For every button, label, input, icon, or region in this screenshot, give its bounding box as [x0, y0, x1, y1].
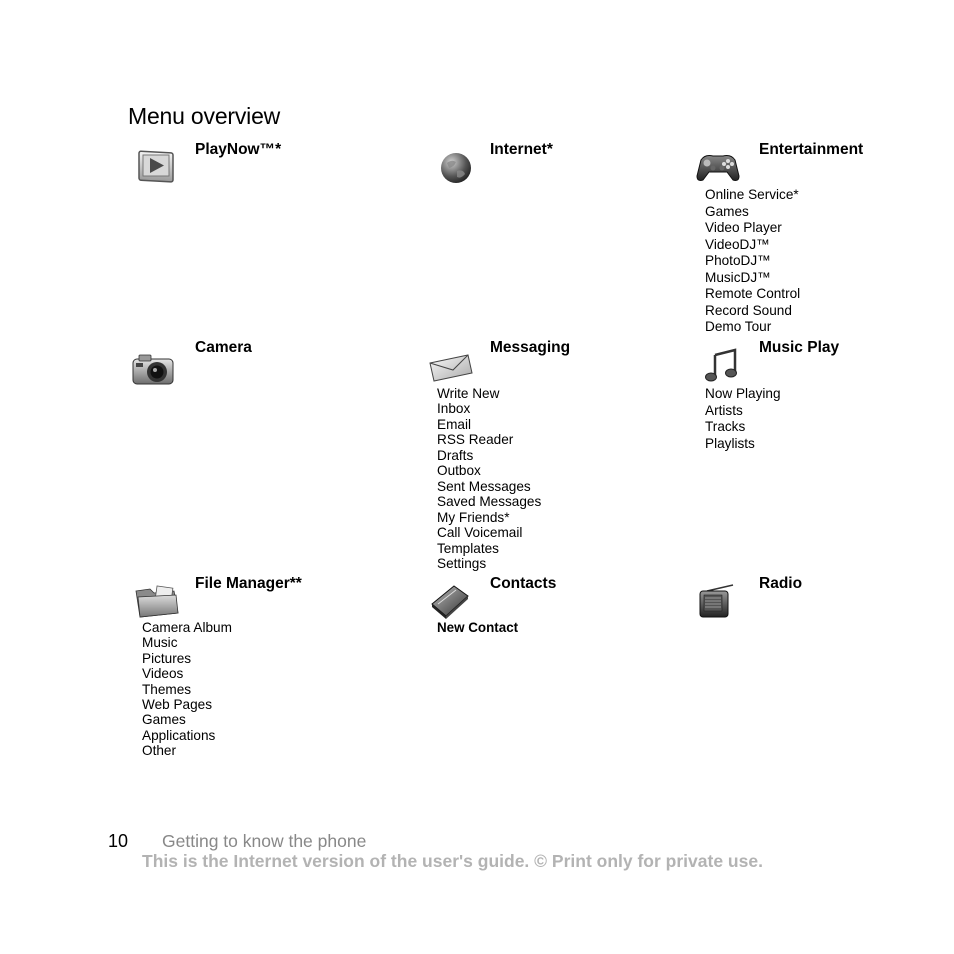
submenu-item[interactable]: Sent Messages — [437, 478, 531, 494]
menu-label-entertainment: Entertainment — [759, 141, 864, 158]
submenu-item[interactable]: MusicDJ™ — [705, 269, 771, 285]
submenu-item[interactable]: Saved Messages — [437, 494, 542, 510]
submenu-item[interactable]: Pictures — [142, 650, 192, 666]
submenu-item[interactable]: Video Player — [705, 220, 782, 235]
menu-label-playnow: PlayNow™* — [195, 141, 282, 158]
menu-label-camera: Camera — [195, 339, 252, 356]
submenu-item[interactable]: Email — [437, 416, 471, 432]
submenu-item[interactable]: Write New — [437, 386, 500, 401]
submenu-item[interactable]: Camera Album — [142, 620, 232, 635]
menu-label-radio: Radio — [759, 575, 803, 592]
submenu-item[interactable]: Call Voicemail — [437, 525, 523, 541]
camera-icon — [131, 351, 177, 392]
play-icon — [136, 148, 178, 189]
music-note-icon — [703, 347, 741, 390]
submenu-item[interactable]: Playlists — [705, 436, 755, 452]
entertainment-submenu — [705, 187, 800, 336]
radio-icon — [697, 583, 737, 624]
page-title: Menu overview — [128, 103, 281, 129]
submenu-item[interactable]: Record Sound — [705, 302, 792, 318]
section-title: Getting to know the phone — [162, 831, 367, 851]
submenu-item[interactable]: Tracks — [705, 419, 746, 435]
submenu-item[interactable]: Drafts — [437, 447, 474, 463]
copyright-note: This is the Internet version of the user's guide. © Print only for private use. — [142, 851, 763, 871]
messaging-submenu — [437, 386, 541, 571]
submenu-item[interactable]: Remote Control — [705, 286, 801, 301]
envelope-icon — [428, 353, 474, 388]
submenu-item[interactable]: Other — [142, 743, 176, 759]
submenu-item[interactable]: Themes — [142, 681, 192, 697]
submenu-item[interactable]: Online Service* — [705, 187, 799, 202]
menu-label-file-manager: File Manager** — [195, 575, 302, 592]
file-manager-submenu — [142, 620, 232, 759]
submenu-item[interactable]: Inbox — [437, 401, 471, 417]
globe-icon — [439, 151, 473, 190]
menu-label-messaging: Messaging — [490, 339, 571, 356]
submenu-item[interactable]: Demo Tour — [705, 319, 772, 334]
submenu-item[interactable]: Applications — [142, 727, 216, 743]
submenu-item[interactable]: Now Playing — [705, 386, 781, 401]
submenu-item[interactable]: Outbox — [437, 463, 481, 479]
submenu-item[interactable]: My Friends* — [437, 509, 510, 525]
submenu-item[interactable]: Templates — [437, 540, 499, 556]
submenu-item[interactable]: Games — [705, 203, 749, 219]
contacts-submenu — [437, 620, 518, 636]
menu-label-internet: Internet* — [490, 141, 553, 158]
gamepad-icon — [695, 150, 741, 189]
submenu-item[interactable]: New Contact — [437, 620, 519, 635]
address-book-icon — [430, 582, 472, 625]
submenu-item[interactable]: Videos — [142, 666, 184, 682]
submenu-item[interactable]: Artists — [705, 402, 743, 418]
page-number: 10 — [108, 831, 129, 851]
menu-label-music: Music Play — [759, 339, 840, 356]
submenu-item[interactable]: Music — [142, 635, 178, 651]
submenu-item[interactable]: PhotoDJ™ — [705, 253, 771, 268]
submenu-item[interactable]: RSS Reader — [437, 432, 514, 448]
submenu-item[interactable]: Settings — [437, 555, 487, 571]
submenu-item[interactable]: Games — [142, 712, 186, 728]
music-submenu — [705, 386, 781, 453]
folder-icon — [134, 583, 182, 624]
submenu-item[interactable]: VideoDJ™ — [705, 236, 770, 252]
submenu-item[interactable]: Web Pages — [142, 697, 213, 713]
menu-label-contacts: Contacts — [490, 575, 557, 592]
